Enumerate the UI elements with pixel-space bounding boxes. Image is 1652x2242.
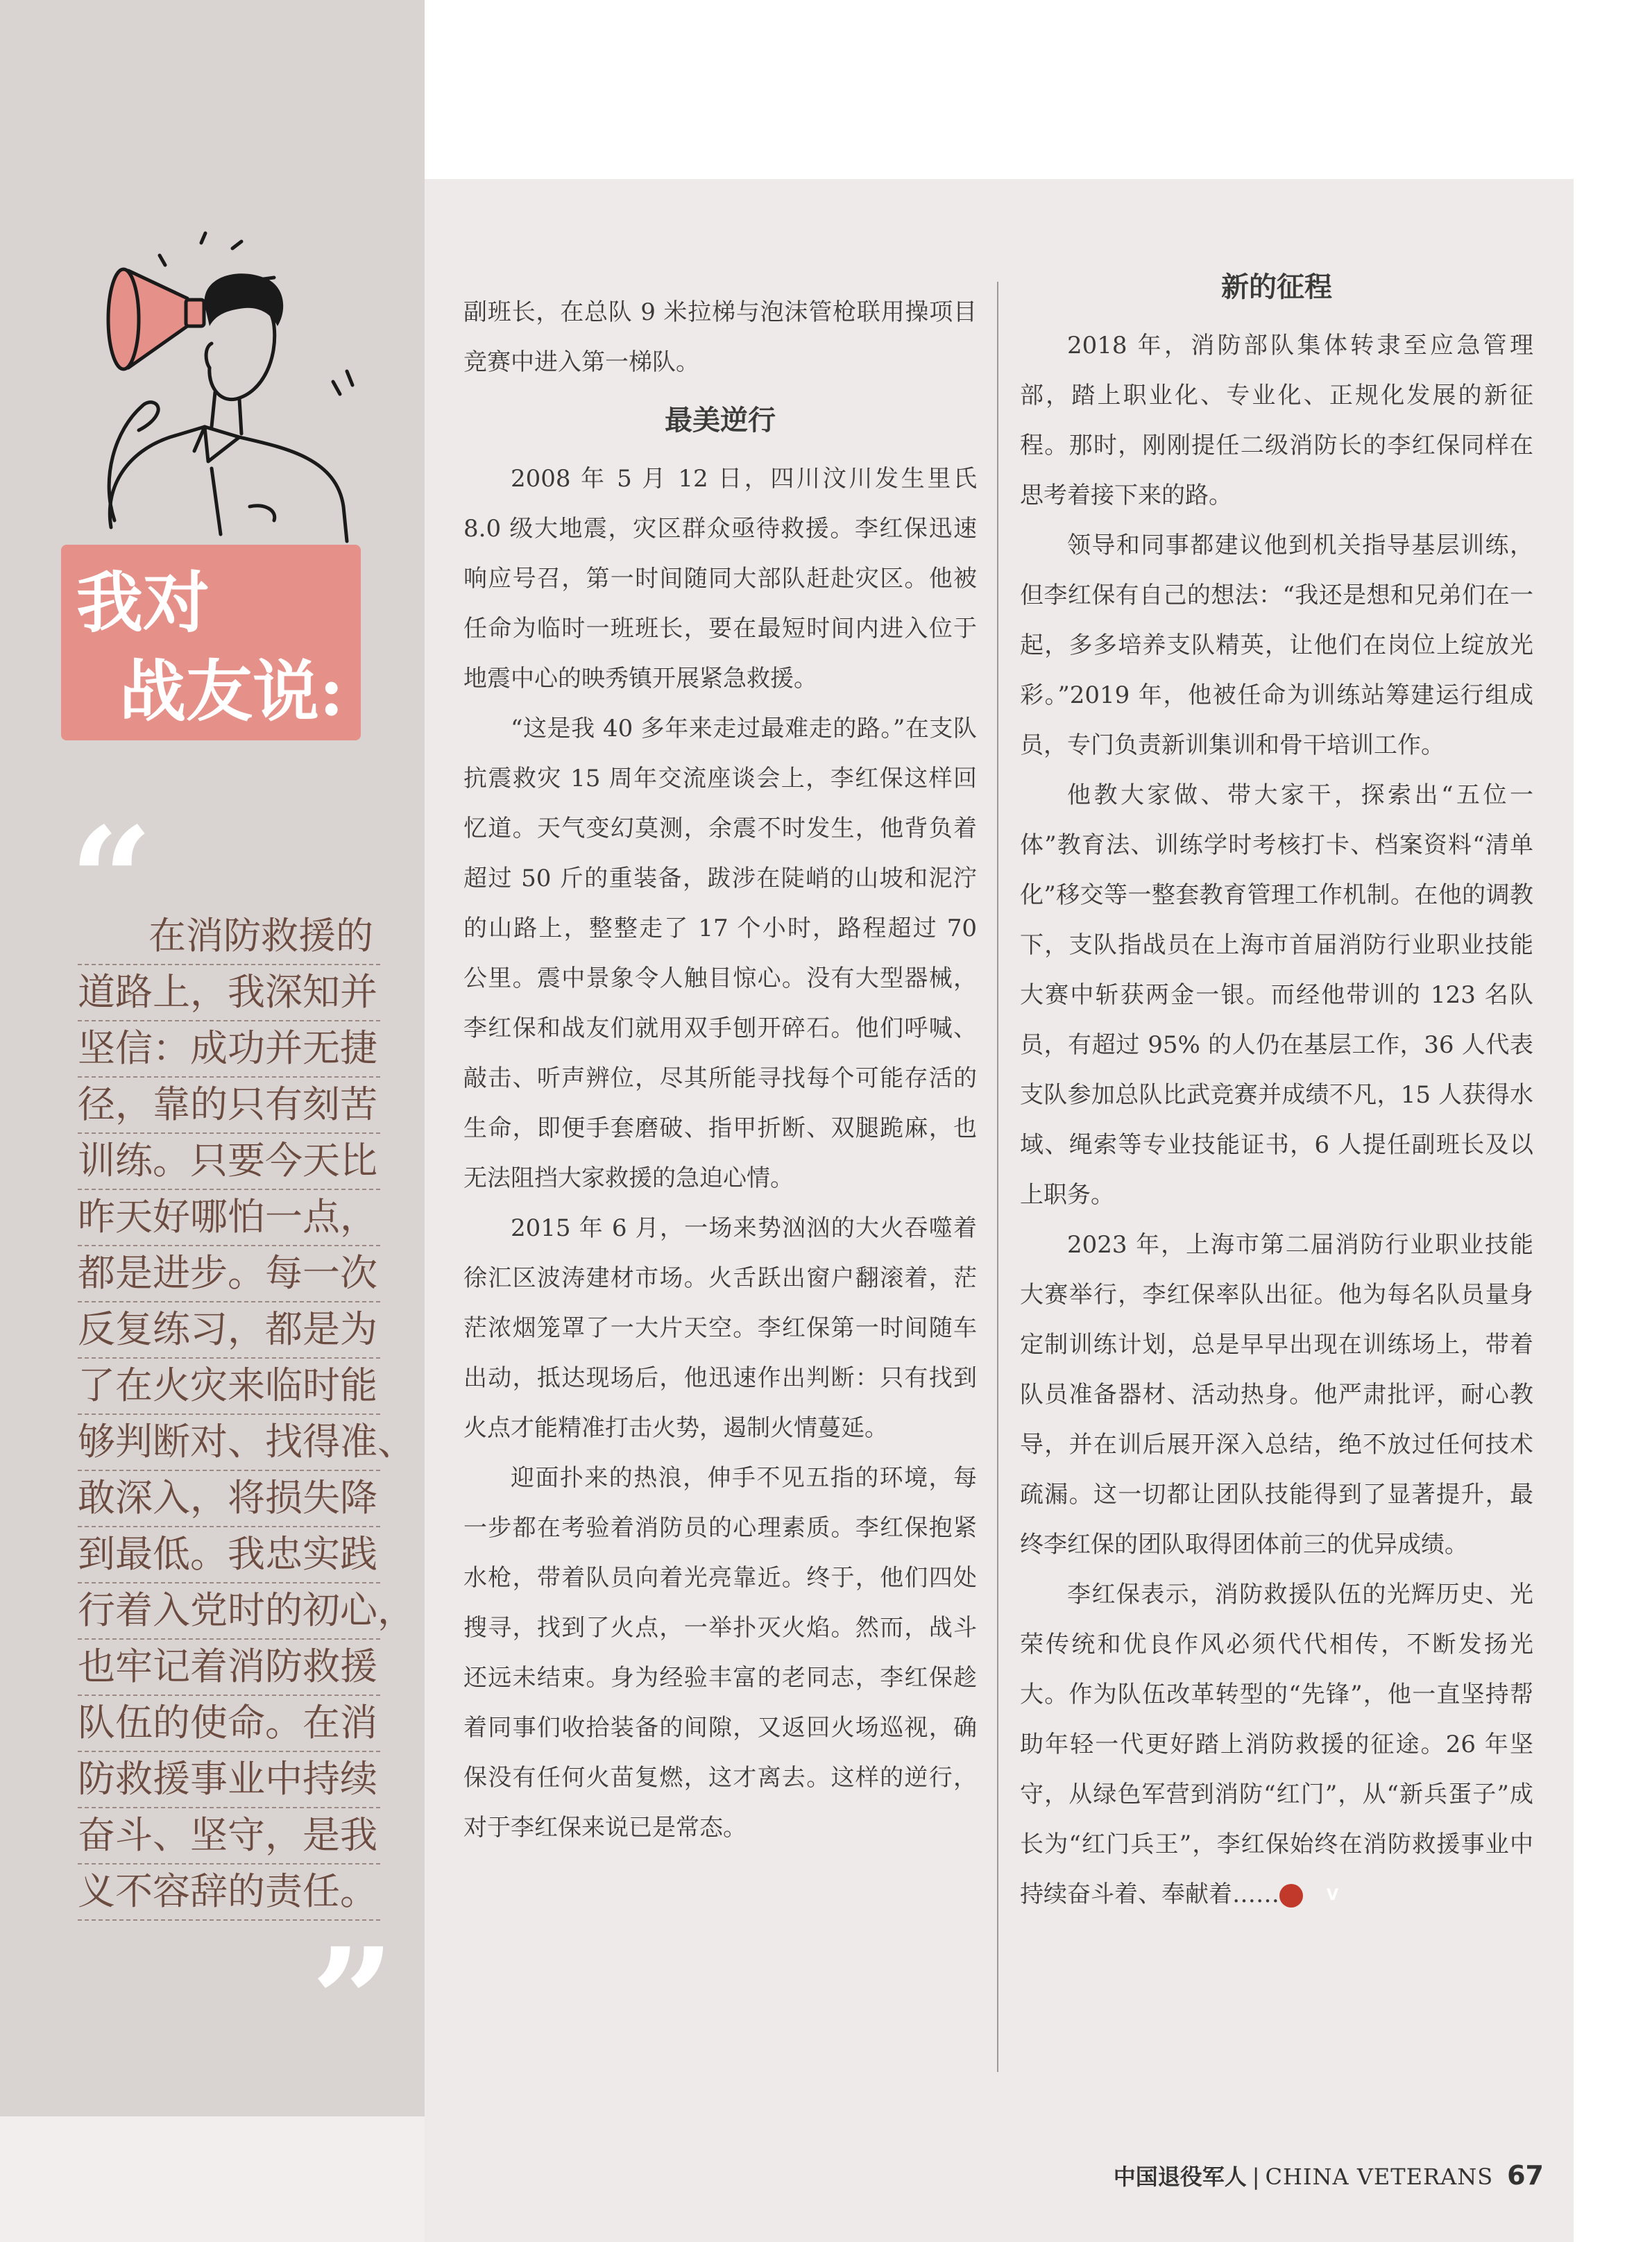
quote-line: 敢深入，将损失降 — [78, 1471, 380, 1527]
paragraph: 2015 年 6 月，一场来势汹汹的大火吞噬着徐汇区波涛建材市场。火舌跃出窗户翻滚着，茫茫浓烟笼罩了一大片天空。李红保第一时间随车出动，抵达现场后，他迅速作出判断：只有找到火点才能精准打击火势，遏制火情蔓延。 — [463, 1214, 977, 1442]
quote-line: 行着入党时的初心， — [78, 1583, 380, 1640]
headline-line-2: 战友说: — [119, 652, 344, 731]
paragraph: 2018 年，消防部队集体转隶至应急管理部，踏上职业化、专业化、正规化发展的新征程。那时，刚刚提任二级消防长的李红保同样在思考着接下来的路。 — [1020, 332, 1533, 509]
quote-line: 坚信：成功并无捷 — [78, 1021, 380, 1078]
magazine-name-cn: 中国退役军人 — [1113, 2164, 1247, 2190]
quote-line: 了在火灾来临时能 — [78, 1359, 380, 1415]
paragraph-text: 李红保表示，消防救援队伍的光辉历史、光荣传统和优良作风必须代代相传，不断发扬光大。作为队伍改革转型的“先锋”，他一直坚持帮助年轻一代更好踏上消防救援的征途。26 年坚守，从绿色军营到消防“红门”，从“新兵蛋子”成长为“红门兵王”，李红保始终在消防救援事业中持续奋斗着、奉献着…… — [1020, 1581, 1533, 1908]
quote-line: 防救援事业中持续 — [78, 1752, 380, 1808]
paragraph-final — [1020, 1570, 1533, 1919]
end-mark-icon: V — [1279, 1884, 1303, 1908]
sidebar-headline — [69, 559, 368, 736]
top-margin — [425, 0, 1652, 179]
paragraph: 2008 年 5 月 12 日，四川汶川发生里氏 8.0 级大地震，灾区群众亟待救援。李红保迅速响应号召，第一时间随同大部队赶赴灾区。他被任命为临时一班班长，要在最短时间内进入位于地震中心的映秀镇开展紧急救援。 — [463, 465, 977, 693]
right-margin — [1574, 0, 1652, 2242]
megaphone-man-illustration — [62, 229, 389, 548]
paragraph: 迎面扑来的热浪，伸手不见五指的环境，每一步都在考验着消防员的心理素质。李红保抱紧水枪，带着队员向着光亮靠近。终于，他们四处搜寻，找到了火点，一举扑灭火焰。然而，战斗还远未结束。身为经验丰富的老同志，李红保趁着同事们收拾装备的间隙，又返回火场巡视，确保没有任何火苗复燃，这才离去。这样的逆行，对于李红保来说已是常态。 — [463, 1464, 977, 1842]
quote-line: 队伍的使命。在消 — [78, 1696, 380, 1752]
quote-line: 在消防救援的 — [78, 909, 380, 965]
paragraph: 2023 年，上海市第二届消防行业职业技能大赛举行，李红保率队出征。他为每名队员量身定制训练计划，总是早早出现在训练场上，带着队员准备器材、活动热身。他严肃批评，耐心教导，并在训后展开深入总结，绝不放过任何技术疏漏。这一切都让团队技能得到了显著提升，最终李红保的团队取得团体前三的优异成绩。 — [1020, 1231, 1533, 1559]
paragraph: 领导和同事都建议他到机关指导基层训练，但李红保有自己的想法：“我还是想和兄弟们在一起，多多培养支队精英，让他们在岗位上绽放光彩。”2019 年，他被任命为训练站筹建运行组成员，专门负责新训集训和骨干培训工作。 — [1020, 532, 1533, 759]
sidebar-quote — [78, 909, 415, 1921]
page-footer — [1114, 2159, 1544, 2191]
article-column-left — [463, 287, 977, 1853]
quote-line: 够判断对、找得准、 — [78, 1415, 380, 1471]
close-quote-mark: ” — [311, 1916, 395, 2087]
quote-line: 反复练习，都是为 — [78, 1302, 380, 1359]
paragraph: “这是我 40 多年来走过最难走的路。”在支队抗震救灾 15 周年交流座谈会上，李红保这样回忆道。天气变幻莫测，余震不时发生，他背负着超过 50 斤的重装备，跋涉在陡峭的山坡和泥泞的山路上，整整走了 17 个小时，路程超过 70 公里。震中景象令人触目惊心。没有大型器械，李红保和战友们就用双手刨开碎石。他们呼喊、敲击、听声辨位，尽其所能寻找每个可能存活的生命，即便手套磨破、指甲折断、双腿跪麻，也无法阻挡大家救援的急迫心情。 — [463, 715, 977, 1192]
quote-line: 到最低。我忠实践 — [78, 1527, 380, 1583]
section-heading: 最美逆行 — [665, 404, 776, 436]
quote-line: 奋斗、坚守，是我 — [78, 1808, 380, 1865]
quote-line: 义不容辞的责任。 — [78, 1865, 380, 1921]
headline-line-1: 我对 — [76, 563, 210, 642]
paragraph: 副班长，在总队 9 米拉梯与泡沫管枪联用操项目竞赛中进入第一梯队。 — [463, 298, 977, 376]
article-column-right — [1020, 254, 1533, 1919]
quote-line: 昨天好哪怕一点， — [78, 1190, 380, 1246]
quote-line: 也牢记着消防救援 — [78, 1640, 380, 1696]
quote-line: 都是进步。每一次 — [78, 1246, 380, 1302]
magazine-name-en: CHINA VETERANS — [1265, 2164, 1494, 2190]
quote-line: 径，靠的只有刻苦 — [78, 1078, 380, 1134]
column-divider — [997, 282, 998, 2072]
footer-separator: | — [1252, 2164, 1260, 2190]
page-number: 67 — [1507, 2160, 1544, 2191]
quote-line: 道路上，我深知并 — [78, 965, 380, 1021]
quote-line: 训练。只要今天比 — [78, 1134, 380, 1190]
paragraph: 他教大家做、带大家干，探索出“五位一体”教育法、训练学时考核打卡、档案资料“清单化”移交等一整套教育管理工作机制。在他的调教下，支队指战员在上海市首届消防行业职业技能大赛中斩获两金一银。而经他带训的 123 名队员，有超过 95% 的人仍在基层工作，36 人代表支队参加总队比武竞赛并成绩不凡，15 人获得水域、绳索等专业技能证书，6 人提任副班长及以上职务。 — [1020, 781, 1533, 1209]
open-quote-mark: “ — [69, 795, 153, 967]
section-heading: 新的征程 — [1221, 271, 1332, 303]
